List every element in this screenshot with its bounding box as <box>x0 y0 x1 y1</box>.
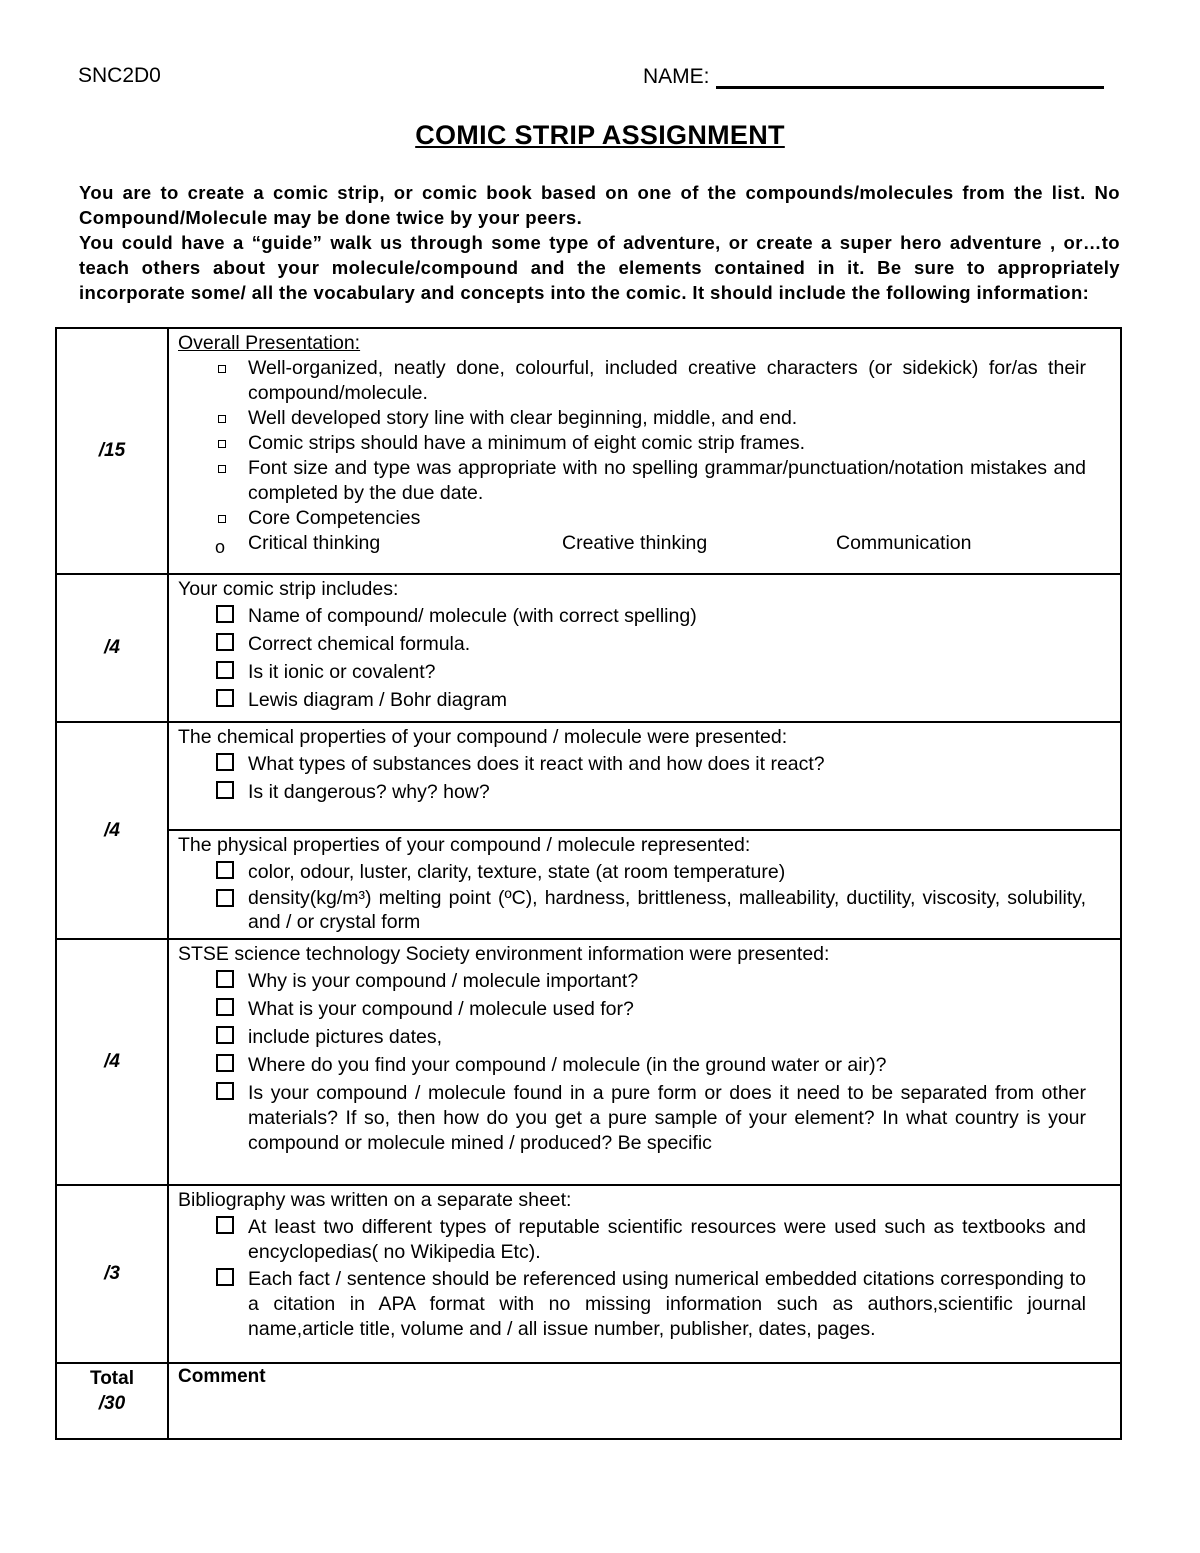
checkbox-icon[interactable] <box>216 1216 234 1234</box>
name-line[interactable] <box>716 64 1104 89</box>
bullet-square-icon <box>218 415 226 423</box>
list-item: Is it ionic or covalent? <box>178 658 1086 686</box>
checkbox-icon[interactable] <box>216 889 234 907</box>
page-title: COMIC STRIP ASSIGNMENT <box>415 120 785 150</box>
name-label: NAME: <box>643 65 710 88</box>
bibliography-title: Bibliography was written on a separate sheet: <box>178 1189 572 1211</box>
score-bibliography: /3 <box>56 1185 168 1363</box>
presentation-list <box>178 356 1086 556</box>
list-item: Name of compound/ molecule (with correct spelling) <box>178 602 1086 630</box>
checkbox-icon[interactable] <box>216 689 234 707</box>
checkbox-icon[interactable] <box>216 970 234 988</box>
list-item: At least two different types of reputable scientific resources were used such as textbooks and encyclopedias( no Wikipedia Etc). <box>178 1213 1086 1265</box>
comment-label: Comment <box>178 1366 266 1387</box>
instructions-paragraph-2: You could have a “guide” walk us through some type of adventure, or create a super hero adventure , or…to teach others about your molecule/compound and the elements contained in it. Be sure to appropriately incorporate some/ all the vocabulary and concepts into the comic. It should include the following information: <box>79 232 1120 303</box>
checkbox-icon[interactable] <box>216 861 234 879</box>
list-item: Well-organized, neatly done, colourful, included creative characters (or sidekick) for/as their compound/molecule. <box>178 356 1086 406</box>
rubric-row-presentation <box>56 328 1121 574</box>
competency-critical: Critical thinking <box>248 532 381 554</box>
checkbox-icon[interactable] <box>216 1082 234 1100</box>
total-label: Total <box>90 1368 134 1389</box>
physical-list <box>178 858 1086 934</box>
list-item: Is your compound / molecule found in a pure form or does it need to be separated from other materials? If so, then how do you get a pure sample of your element? In what country is your compound or molecule mined / produced? Be specific <box>178 1079 1086 1156</box>
list-item: Font size and type was appropriate with no spelling grammar/punctuation/notation mistakes and completed by the due date. <box>178 456 1086 506</box>
bullet-square-icon <box>218 440 226 448</box>
total-cell <box>56 1363 168 1439</box>
checkbox-icon[interactable] <box>216 998 234 1016</box>
name-field <box>643 64 1104 89</box>
score-stse: /4 <box>56 939 168 1185</box>
list-item: Well developed story line with clear beginning, middle, and end. <box>178 406 1086 431</box>
list-item: Correct chemical formula. <box>178 630 1086 658</box>
course-code: SNC2D0 <box>78 64 161 87</box>
stse-cell <box>168 939 1121 1185</box>
chemical-list <box>178 750 1086 806</box>
bullet-square-icon <box>218 515 226 523</box>
list-item: include pictures dates, <box>178 1023 1086 1051</box>
bullet-circle-icon: o <box>215 537 226 557</box>
list-item: Where do you find your compound / molecule (in the ground water or air)? <box>178 1051 1086 1079</box>
list-item: Comic strips should have a minimum of eight comic strip frames. <box>178 431 1086 456</box>
includes-cell <box>168 574 1121 722</box>
score-properties: /4 <box>56 722 168 939</box>
checkbox-icon[interactable] <box>216 1026 234 1044</box>
instructions-paragraph-1: You are to create a comic strip, or comic book based on one of the compounds/molecules from the list. No Compound/Molecule may be done twice by your peers. <box>79 182 1120 228</box>
rubric-row-stse <box>56 939 1121 1185</box>
total-score: /30 <box>98 1393 126 1414</box>
includes-title: Your comic strip includes: <box>178 578 399 600</box>
rubric-row-physical <box>56 830 1121 939</box>
rubric-row-total <box>56 1363 1121 1439</box>
presentation-cell <box>168 328 1121 574</box>
competency-communication: Communication <box>836 532 972 554</box>
checkbox-icon[interactable] <box>216 661 234 679</box>
checkbox-icon[interactable] <box>216 1054 234 1072</box>
list-item: Is it dangerous? why? how? <box>178 778 1086 806</box>
list-item: Core Competencies <box>178 506 1086 531</box>
rubric-row-bibliography <box>56 1185 1121 1363</box>
score-includes: /4 <box>56 574 168 722</box>
list-item: What is your compound / molecule used for? <box>178 995 1086 1023</box>
presentation-title: Overall Presentation: <box>178 332 361 354</box>
list-item: Why is your compound / molecule important? <box>178 967 1086 995</box>
chemical-cell <box>168 722 1121 830</box>
checkbox-icon[interactable] <box>216 605 234 623</box>
bullet-square-icon <box>218 365 226 373</box>
competencies-row <box>178 531 1086 556</box>
bibliography-list <box>178 1213 1086 1342</box>
checkbox-icon[interactable] <box>216 781 234 799</box>
physical-cell <box>168 830 1121 939</box>
checkbox-icon[interactable] <box>216 753 234 771</box>
checkbox-icon[interactable] <box>216 633 234 651</box>
score-presentation: /15 <box>56 328 168 574</box>
bullet-square-icon <box>218 465 226 473</box>
rubric-row-chemical <box>56 722 1121 830</box>
checkbox-icon[interactable] <box>216 1268 234 1286</box>
bibliography-cell <box>168 1185 1121 1363</box>
stse-list <box>178 967 1086 1156</box>
list-item: Each fact / sentence should be referenced using numerical embedded citations corresponding to a citation in APA format with no missing information such as authors,scientific journal name,article title, volume and / all issue number, publisher, dates, pages. <box>178 1265 1086 1342</box>
includes-list <box>178 602 1086 714</box>
list-item: Lewis diagram / Bohr diagram <box>178 686 1086 714</box>
stse-title: STSE science technology Society environment information were presented: <box>178 943 830 965</box>
list-item: What types of substances does it react with and how does it react? <box>178 750 1086 778</box>
instructions <box>79 180 1120 305</box>
rubric-row-includes <box>56 574 1121 722</box>
chemical-title: The chemical properties of your compound / molecule were presented: <box>178 726 788 748</box>
list-item: density(kg/m³) melting point (ºC), hardness, brittleness, malleability, ductility, viscosity, solubility, and / or crystal form <box>178 886 1086 934</box>
list-item: color, odour, luster, clarity, texture, state (at room temperature) <box>178 858 1086 886</box>
rubric-table <box>55 327 1122 1440</box>
physical-title: The physical properties of your compound / molecule represented: <box>178 834 751 856</box>
comment-cell[interactable] <box>168 1363 1121 1439</box>
competency-creative: Creative thinking <box>562 532 708 554</box>
